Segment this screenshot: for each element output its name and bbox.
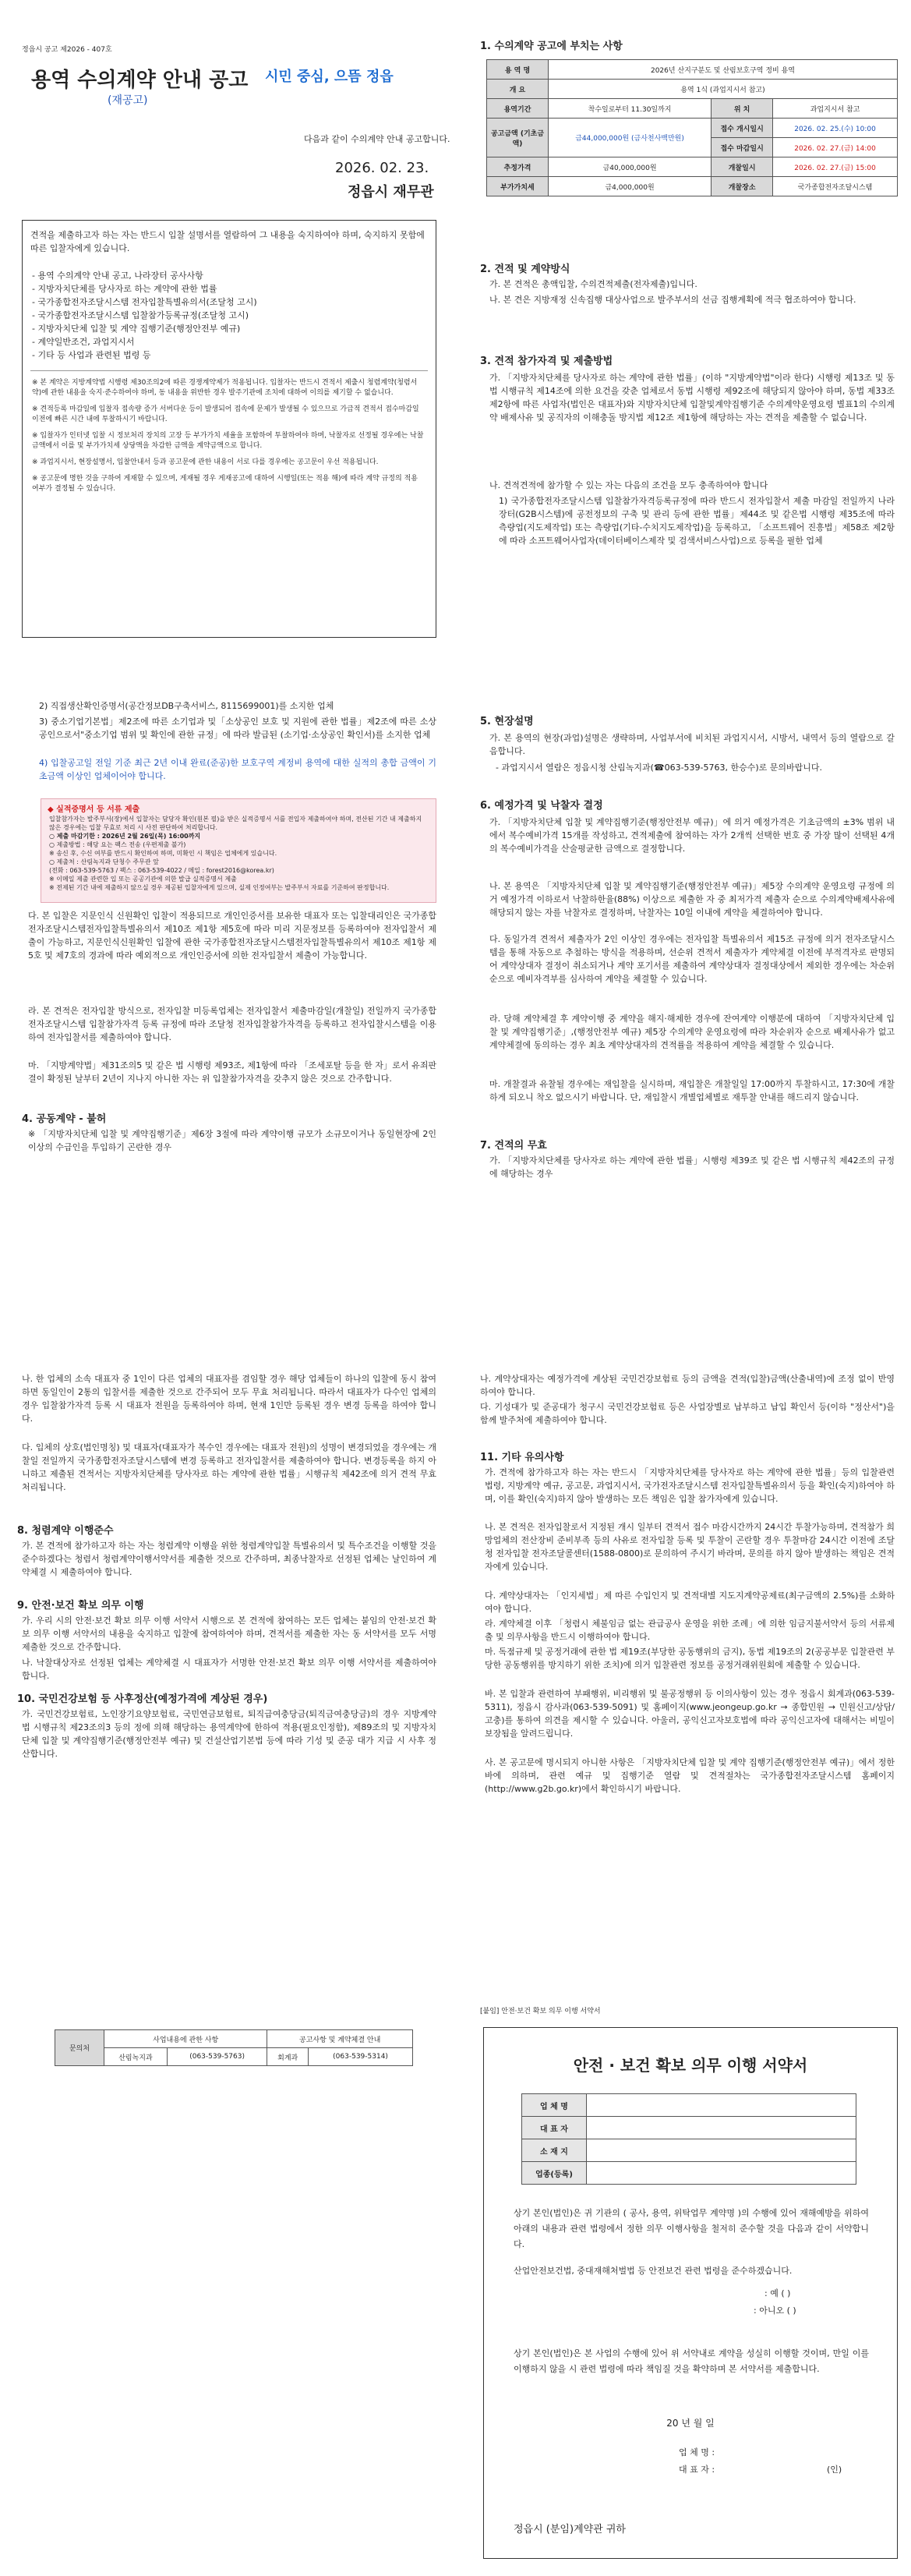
s2-item: 가. 본 견적은 총액입찰, 수의견적제출(전자제출)입니다. — [489, 279, 697, 289]
note-item: ※ 본 계약은 지방계약법 시행령 제30조의2에 따른 경쟁계약제가 적용됩니다. 입찰자는 반드시 견적서 제출시 청렴계약(청렴서약)에 관한 내용을 숙지·준수하여야 하며, 동 내용을 위반한 경우 발주기관에 조치에 대하여 이의를 제기할 수 없습니다. — [32, 379, 418, 397]
attachment-label: [붙임] 안전·보건 확보 의무 이행 서약서 — [480, 2008, 601, 2015]
table-key: 접수 마감일시 — [711, 138, 773, 157]
s11-item: 바. 본 입찰과 관련하여 부패행위, 비리행위 및 불공정행위 등 이의사항이 있는 경우 정읍시 회계과(063-539-5311), 정읍시 감사과(063-539-5091) 및 홈페이지(www.jeongeup.go.kr → 종합민원 → 민원신고/상담/고충)를 통하여 의견을 제시할 수 있습니다. 아울러, 공익신고자보호법에 따라 공익신고자에 대해서는 비밀이 보장됨을 알려드립니다. — [485, 1689, 895, 1739]
law-item: - 기타 등 사업과 관련된 법령 등 — [32, 350, 151, 360]
s8-ga: 가. 본 견적에 참가하고자 하는 자는 청렴계약 이행을 위한 청렴계약입찰 특별유의서 및 특수조건을 이행할 것을 준수하겠다는 청렴서 청렴계약이행서약서를 제출한 것으로 간주하며, 최종낙찰자로 선정된 업체는 날인하여 계약체결 시 제출하여야 합니다. — [22, 1541, 436, 1577]
s1-heading: 1. 수의계약 공고에 부치는 사항 — [480, 41, 623, 52]
table-value: 금4,000,000원 — [549, 177, 711, 196]
s11-item: 라. 계약체결 이후 「청렴시 체불임금 없는 관급공사 운영을 위한 조례」에 의한 임금지불서약서 등의 서류제출 및 의무사항을 반드시 이행하여야 합니다. — [485, 1619, 895, 1642]
field-label: 소 재 지 — [522, 2139, 587, 2162]
s2-item: 나. 본 견은 지방재정 신속집행 대상사업으로 발주부서의 선금 집행계획에 적극 협조하여야 합니다. — [489, 295, 856, 305]
pledge-date: 20 년 월 일 — [666, 2418, 715, 2429]
seal-mark: (인) — [827, 2465, 842, 2475]
s3-ga: 가. 「지방자치단체를 당사자로 하는 계약에 관한 법률」(이하 "지방계약법"이라 한다) 시행령 제13조 및 동법 시행규칙 제14조에 의한 요건을 갖춘 업체로서 동법 시행령 제92조에 해당되지 않아야 하며, 동법 제33조 제2항에 따른 사업자(법인은 대표자)와 지방자치단체 입찰및계약집행기준 수의계약운영요령 별표1의 수의계약 배제사유 및 공직자의 이해충돌 방지법 제12조 제1항에 해당하는 자는 견적을 제출할 수 없습니다. — [489, 373, 895, 423]
table-key: 용 역 명 — [487, 60, 549, 80]
table-row — [522, 2162, 856, 2185]
submission-line: ○ 제출처 : 산림녹지과 단청수 주무관 앞 — [49, 858, 159, 865]
s4-note: ※ 「지방자치단체 입찰 및 계약집행기준」제6장 3절에 따라 계약이행 규모가 소규모이거나 동일현장에 2인 이상의 수급인을 투입하기 곤란한 경우 — [28, 1129, 436, 1152]
br-na: 나. 계약상대자는 예정가격에 계상된 국민건강보험료 등의 금액을 견적(입찰)금액(산출내역)에 조정 없이 반영하여야 합니다. — [480, 1374, 895, 1397]
field-label: 업종(등록) — [522, 2162, 587, 2185]
field-value[interactable] — [587, 2094, 856, 2117]
note-item: ※ 입찰자가 인터넷 입찰 시 정보처리 장치의 고장 등 부가가치 세율을 포함하여 투찰하여야 하며, 낙찰자로 선정될 경우에는 낙찰금액에서 이를 및 부가가치세 상당액을 차감한 금액을 계약금액으로 합니다. — [32, 432, 424, 450]
pledge-answer-yes[interactable]: : 예 ( ) — [764, 2288, 791, 2298]
table-value: 착수일로부터 11.30일까지 — [549, 99, 711, 119]
law-item: - 지방자치단체를 당사자로 하는 계약에 관한 법률 — [32, 284, 217, 294]
law-item: - 국가종합전자조달시스템 전자입찰특별유의서(조달청 고시) — [32, 297, 257, 307]
requirement-item: 2) 직접생산확인증명서(공간정보DB구축서비스, 8115699001)를 소지한 업체 — [39, 701, 334, 711]
table-value: 2026. 02. 27.(금) 14:00 — [773, 138, 898, 157]
table-value: 과업지시서 참고 — [773, 99, 898, 119]
s11-item: 사. 본 공고문에 명시되지 아니한 사항은 「지방자치단체 입찰 및 계약 집행기준(행정안전부 예규)」에서 정한 바에 의하며, 관련 예규 및 집행기준 열람 및 견적절차는 국가종합전자조달시스템 홈페이지(http://www.g2b.go.kr)에서 확인하시기 바랍니다. — [485, 1757, 895, 1794]
s11-item: 나. 본 견적은 전자입찰로서 지정된 개시 일부터 견적서 접수 마감시간까지 24시간 투찰가능하며, 견적참가 희망업체의 전산장비 준비부족 등의 사유로 전자입찰 등록 및 투찰이 곤란할 경우 투찰마감 24시간 이전에 조달청 전자입찰 전자조달콜센터(1588-0800)로 문의하여 주시기 바라며, 문의를 하지 않아 발생하는 책임은 견적자에게 있습니다. — [485, 1522, 895, 1572]
s3-heading: 3. 견적 참가자격 및 제출방법 — [480, 356, 613, 367]
pledge-company-label: 업 체 명 : — [679, 2447, 715, 2457]
table-key: 접수 개시일시 — [711, 119, 773, 138]
table-row — [487, 60, 898, 80]
page-title: 용역 수의계약 안내 공고 — [31, 69, 249, 92]
pledge-rep-label: 대 표 자 : — [679, 2465, 715, 2475]
s6-heading: 6. 예정가격 및 낙찰자 결정 — [480, 800, 603, 812]
field-value[interactable] — [587, 2139, 856, 2162]
s4-heading: 4. 공동계약 - 불허 — [22, 1113, 107, 1125]
contact-header: 사업내용에 관한 사항 — [104, 2030, 267, 2048]
bl-na: 나. 한 업체의 소속 대표자 중 1인이 다른 업체의 대표자를 겸임할 경우 해당 업체들이 하나의 입찰에 동시 참여하면 동일인이 2통의 입찰서를 제출한 것으로 간주되어 모두 무효 처리됩니다. 따라서 대표자가 다수인 업체의 경우 입찰참가자격 등록 시 대표자 전원을 등록하여야 하며, 현재 1인만 등록된 경우 변경 등록을 하여야 합니다. — [22, 1374, 436, 1424]
s7-ga: 가. 「지방자치단체를 당사자로 하는 계약에 관한 법률」시행령 제39조 및 같은 법 시행규칙 제42조의 규정에 해당하는 경우 — [489, 1155, 895, 1179]
submission-line: ※ 송신 후, 수신 여부를 반드시 확인하여 하며, 미확인 시 책임은 업체에게 있습니다. — [49, 850, 277, 857]
table-row — [522, 2117, 856, 2139]
submission-line: ○ 제출 마감기한 : 2026년 2월 26일(목) 16:00까지 — [49, 833, 201, 840]
table-key: 추정가격 — [487, 157, 549, 177]
notice-box — [22, 220, 436, 638]
s11-item: 마. 독점규제 및 공정거래에 관한 법 제19조(부당한 공동행위의 금지), 동법 제19조의 2(공공부문 입찰관련 부당한 공동행위를 방지하기 위한 조치)에 의거 입찰관련 정보를 공정거래위원회에 제출할 수 있습니다. — [485, 1647, 895, 1670]
table-value: 2026. 02. 27.(금) 15:00 — [773, 157, 898, 177]
contact-label: 문의처 — [55, 2030, 104, 2066]
left-da: 다. 본 입찰은 지문인식 신원확인 입찰이 적용되므로 개인인증서를 보유한 대표자 또는 입찰대리인은 국가종합전자조달시스템전자입찰특별유의서 제10조 제1항 제5호에 따라 미리 지문정보를 등록하여야 전자입찰서 제출이 가능하고, 지문인식신원확인 입찰에 관한 국가종합전자조달시스템전자입찰특별유의서 제10조 제1항 제5호 및 제7호의 경과에 따라 예외적으로 개인인증서에 의한 전자입찰서 제출이 가능합니다. — [28, 911, 436, 961]
requirement-item: 3) 중소기업기본법」제2조에 따른 소기업과 및「소상공인 보호 및 지원에 관한 법률」제2조에 따른 소상공인으로서"중소기업 범위 및 확인에 관한 규정」에 따라 발급된 (소기업·소상공인 확인서)를 소지한 업체 — [39, 717, 436, 740]
s6-item: 나. 본 용역은 「지방자치단체 입찰 및 계약집행기준(행정안전부 예규)」제5장 수의계약 운영요령 규정에 의거 예정가격 이하로서 낙찰하한율(88%) 이상으로 제출한 자 중 최저가격 제출자 순으로 수의계약배제사유에 해당되지 않는 자를 낙찰자로 결정하며, 낙찰자는 10일 이내에 계약을 체결하여야 합니다. — [489, 881, 895, 918]
table-value: 2026년 산지구분도 및 산림보호구역 정비 용역 — [549, 60, 898, 80]
s3-na1: 1) 국가종합전자조달시스템 입찰참가자격등록규정에 따라 반드시 전자입찰서 제출 마감일 전일까지 나라장터(G2B시스템)에 공전정보의 구축 및 관리 등에 관한 법률」제44조 및 같은법 시행령 제35조에 따라 측량업(지도제작업) 또는 측량업(기타-수치지도제작업)을 등록하고, 「소프트웨어 진흥법」제58조 제2항에 따라 소프트웨어사업자(데이터베이스제작 및 검색서비스사업)으로 등록을 필한 업체 — [499, 496, 895, 546]
submission-line: (전화 : 063-539-5763 / 팩스 : 063-539-4022 / 메일 : forest2016@korea.kr) — [49, 867, 274, 874]
intro-text: 다음과 같이 수의계약 안내 공고합니다. — [304, 134, 450, 144]
table-row — [487, 99, 898, 119]
submission-line: ○ 제출방법 : 해당 요는 팩스 전송 (우편제출 불가) — [49, 841, 186, 848]
s2-heading: 2. 견적 및 계약방식 — [480, 264, 570, 275]
s10-ga: 가. 국민건강보험료, 노인장기요양보험료, 국민연금보험료, 퇴직급여충당금(퇴직금여충당금)의 경우 지방계약법 시행규칙 제23조의3 등의 정에 의해 해당하는 용역계약에 한하여 적용(필요인정함), 제89조의 및 지방자치단체 입찰 및 계약집행기준(행정안전부 예규) 및 건설산업기본법 등에 따라 기성 및 준공 대가 지급 시 사후 정산합니다. — [22, 1709, 436, 1759]
s8-heading: 8. 청렴계약 이행준수 — [17, 1525, 114, 1537]
s9-ga: 가. 우리 시의 안전·보건 확보 의무 이행 서약서 시행으로 본 견적에 참여하는 모든 업체는 붙임의 안전·보건 확보 의무 이행 서약서의 내용을 숙지하고 입찰에 참여하여야 하며, 견적서를 제출한 자는 동 서약서를 모두 서명 제출한 것으로 간주합니다. — [22, 1615, 436, 1652]
table-key: 개찰장소 — [711, 177, 773, 196]
pledge-title: 안전 · 보건 확보 의무 이행 서약서 — [573, 2056, 808, 2075]
table-value: 금40,000,000원 — [549, 157, 711, 177]
table-value: 2026. 02. 25.(수) 10:00 — [773, 119, 898, 138]
field-label: 업 체 명 — [522, 2094, 587, 2117]
notice-law-list — [32, 269, 422, 362]
pledge-para-2: 상기 본인(법인)은 본 사업의 수행에 있어 위 서약내로 계약을 성실히 이행할 것이며, 만일 이를 이행하지 않을 시 관련 법령에 따라 책임질 것을 확약하며 본 서약서를 제출합니다. — [514, 2348, 869, 2374]
summary-table — [486, 59, 898, 196]
law-item: - 지방자치단체 입찰 및 계약 집행기준(행정안전부 예규) — [32, 324, 241, 334]
table-row — [55, 2030, 413, 2048]
s9-na: 나. 낙찰대상자로 선정된 업체는 계약체결 시 대표자가 서명한 안전·보건 확보 의무 이행 서약서를 제출하여야 합니다. — [22, 1658, 436, 1681]
law-item: - 국가종합전자조달시스템 입찰참가등록규정(조달청 고시) — [32, 310, 249, 320]
s11-item: 다. 계약상대자는 「인지세법」제 따른 수입인지 및 견적대별 지도지계약공제료(최구금액의 2.5%)를 소화하여야 합니다. — [485, 1591, 895, 1614]
table-row — [487, 157, 898, 177]
note-item: ※ 공고문에 명한 것을 구하여 게재할 수 있으며, 게재될 경우 게재공고에 대하여 시행일(또는 적용 해)에 따라 계약 규정의 적용 여부가 결정될 수 있습니다. — [32, 475, 418, 493]
contact-dept: 산림녹지과 — [104, 2048, 168, 2066]
submission-line: ※ 전제된 기간 내에 제출하지 않으실 경우 제공된 입찰자에게 있으며, 실제 인정여부는 발주부서 자료를 기준하여 판정합니다. — [49, 884, 390, 891]
notice-date: 2026. 02. 23. — [335, 160, 429, 176]
contact-dept: 회계과 — [267, 2048, 309, 2066]
submission-line: ※ 이메일 제출 관련한 입 또는 공공기관에 의한 발급 실적증명서 제출 — [49, 876, 237, 883]
submission-lines — [49, 815, 429, 892]
left-ma: 마. 「지방계약법」제31조의5 및 같은 법 시행령 제93조, 제1항에 따라 「조세포탈 등을 한 자」로서 유죄판결이 확정된 날부터 2년이 지나지 아니한 자는 위 입찰참가자격을 갖추지 않은 것으로 간주합니다. — [28, 1060, 436, 1084]
submission-notice-box — [41, 798, 436, 903]
notice-issuer: 정읍시 재무관 — [348, 184, 434, 200]
law-item: - 용역 수의계약 안내 공고, 나라장터 공사사항 — [32, 271, 203, 281]
bl-da: 다. 입체의 상호(법인명칭) 및 대표자(대표자가 복수인 경우에는 대표자 전원)의 성명이 변경되었을 경우에는 개찰일 전일까지 국가종합전자조달시스템에 변경 등록하고 전자입찰서를 제출하여야 합니다. 변경등록을 하지 아니하고 제출된 견적서는 지방자치단체를 당사자로 하는 계약에 관한 법률」시행규칙 제42조에 의거 견적 무효 처리됩니다. — [22, 1442, 436, 1492]
s5-contact: - 과업지시서 열람은 정읍시청 산림녹지과(☎063-539-5763, 한승수)로 문의바랍니다. — [496, 763, 823, 773]
contact-header: 공고사항 및 계약체결 안내 — [267, 2030, 413, 2048]
s7-heading: 7. 견적의 무효 — [480, 1140, 547, 1152]
table-row — [487, 80, 898, 99]
s5-heading: 5. 현장설명 — [480, 716, 534, 727]
br-da: 다. 기성대가 및 준공대가 청구시 국민건강보험료 등은 사업장별로 납부하고 납입 확인서 등(이하 "정산서")을 함께 발주처에 제출하여야 합니다. — [480, 1402, 895, 1425]
table-value: 금44,000,000원 (금사천사백만원) — [549, 119, 711, 157]
s11-item: 가. 견적에 참가하고자 하는 자는 반드시 「지방자치단체를 당사자로 하는 계약에 관한 법률」등의 입찰관련 법령, 지방계약 예규, 공고문, 과업지시서, 국가전자조달시스템 전자입찰특별유의서 등을 확인(숙지)하여야 하며, 이를 확인(숙지)하지 않아 발생하는 모든 책임은 입찰 참가자에게 있습니다. — [485, 1467, 895, 1504]
table-value: 국가종합전자조달시스템 — [773, 177, 898, 196]
submission-line: 입찰참가자는 발주부서(장)에서 입찰자는 담당자 확인(원본 필)을 받은 실적증명서 서를 전입자 제출하여야 하며, 전산된 기간 내 제출하지 않은 경우에는 입찰 무효로 처리 시 사전 판단하여 처리합니다. — [49, 816, 422, 831]
s6-item: 마. 개찰결과 유찰될 경우에는 재입찰을 실시하며, 재입찰은 개찰일일 17:00까지 투찰하시고, 17:30에 개찰하게 되오니 착오 없으시기 바랍니다. 단, 재입찰시 개별업체별로 재투찰 안내를 해드리지 않습니다. — [489, 1079, 895, 1102]
table-key: 용역기간 — [487, 99, 549, 119]
table-key: 개찰일시 — [711, 157, 773, 177]
contact-table — [55, 2029, 413, 2066]
pledge-form — [483, 2027, 898, 2559]
table-key: 부가가치세 — [487, 177, 549, 196]
notice-lead: 견적을 제출하고자 하는 자는 반드시 입찰 설명서를 열람하여 그 내용을 숙지하여야 하며, 숙지하지 못함에 따른 입찰자에게 있습니다. — [30, 230, 425, 253]
pledge-para-1: 상기 본인(법인)은 귀 기관의 ( 공사, 용역, 위탁업무 계약명 )의 수행에 있어 재해예방을 위하여 아래의 내용과 관련 법령에서 정한 의무 이행사항을 철저히 준수할 것을 다음과 같이 서약합니다. — [514, 2208, 869, 2249]
pledge-question: 산업안전보건법, 중대재해처벌법 등 안전보건 관련 법령을 준수하겠습니다. — [514, 2266, 793, 2276]
table-row — [487, 119, 898, 138]
page-subtitle: (재공고) — [108, 94, 148, 107]
s11-heading: 11. 기타 유의사항 — [480, 1452, 564, 1463]
note-item: ※ 견적등록 마감일에 입찰자 접속량 증가 서버다운 등이 발생되어 접속에 문제가 발생될 수 있으므로 가급적 견적서 접수마감일 이전에 빠른 시간 내에 투찰하시기 바랍니다. — [32, 405, 419, 423]
city-logo: 시민 중심, 으뜸 정읍 — [265, 69, 394, 85]
table-key: 개 요 — [487, 80, 549, 99]
notice-notes — [32, 378, 426, 494]
left-ra: 라. 본 견적은 전자입찰 방식으로, 전자입찰 미등록업체는 전자입찰서 제출마감일(개찰일) 전일까지 국가종합전자조달시스템 입찰참가자격 등록 규정에 따라 조달청 전자입찰참가자격을 등록하고 전자입찰시스템을 이용하여 전자입찰서를 제출하여야 합니다. — [28, 1006, 436, 1042]
s9-heading: 9. 안전·보건 확보 의무 이행 — [17, 1600, 144, 1612]
table-row — [487, 177, 898, 196]
s6-item: 다. 동일가격 견적서 제출자가 2인 이상인 경우에는 전자입찰 특별유의서 제15조 규정에 의거 전자조달시스템을 통해 자동으로 추첨하는 방식을 적용하며, 선순위 견적서 제출자가 계약체결 이전에 부적격자로 판명되어 계약상대자 결정이 취소되거나 계약 포기서를 제출하여 계약상대자 결정대상에서 제외한 경우에는 차순위 순으로 예비자격부를 심사하여 계약을 체결할 수 있습니다. — [489, 934, 895, 984]
requirement-item: 4) 입찰공고일 전일 기준 최근 2년 이내 완료(준공)한 보호구역 계정비 용역에 대한 실적의 총합 금액이 기초금액 이상인 업체이어야 합니다. — [39, 758, 436, 781]
notice-number: 정읍시 공고 제2026 - 407호 — [22, 46, 112, 54]
pledge-addressee: 정읍시 (분임)계약관 귀하 — [514, 2524, 626, 2535]
contact-phone: (063-539-5763) — [167, 2048, 267, 2066]
contact-phone: (063-539-5314) — [309, 2048, 413, 2066]
submission-title: ◆ 실적증명서 등 서류 제출 — [48, 805, 140, 814]
table-value: 용역 1식 (과업지시서 참고) — [549, 80, 898, 99]
pledge-answer-no[interactable]: : 아니오 ( ) — [754, 2305, 796, 2316]
divider — [30, 370, 428, 371]
field-value[interactable] — [587, 2117, 856, 2139]
s6-item: 라. 당해 계약체결 후 계약이행 중 계약을 해지·해제한 경우에 잔여계약 이행분에 대하여 「지방자치단체 입찰 및 계약집행기준」,(행정안전부 예규) 제5장 수의계약 운영요령에 따라 차순위자 순으로 배제사유가 없고 계약체결에 동의하는 경우 최초 계약상대자의 견적률을 적용하여 계약을 체결할 수 있습니다. — [489, 1014, 895, 1050]
field-value[interactable] — [587, 2162, 856, 2185]
law-item: - 계약일반조건, 과업지시서 — [32, 337, 135, 347]
s10-heading: 10. 국민건강보험 등 사후정산(예정가격에 계상된 경우) — [17, 1693, 268, 1705]
s6-item: 가. 「지방자치단체 입찰 및 계약집행기준(행정안전부 예규)」에 의거 예정가격은 기초금액의 ±3% 범위 내에서 복수예비가격 15개를 작성하고, 견적제출에 참여하는 자가 2개씩 선택한 번호 중 가장 많이 선택된 4개의 복수예비가격을 산술평균한 금액으로 결정합니다. — [489, 817, 895, 854]
s3-na: 나. 견적견적에 참가할 수 있는 자는 다음의 조건을 모두 충족하여야 합니다 — [489, 480, 768, 490]
table-row — [522, 2094, 856, 2117]
s5-ga: 가. 본 용역의 현장(과업)설명은 생략하며, 사업부서에 비치된 과업지시서, 시방서, 내역서 등의 열람으로 갈음합니다. — [489, 733, 895, 756]
table-row — [55, 2048, 413, 2066]
field-label: 대 표 자 — [522, 2117, 587, 2139]
table-key: 위 치 — [711, 99, 773, 119]
table-key: 공고금액 (기초금액) — [487, 119, 549, 157]
note-item: ※ 과업지시서, 현장설명서, 입찰안내서 등과 공고문에 관한 내용이 서로 다를 경우에는 공고문이 우선 적용됩니다. — [32, 458, 379, 466]
table-row — [522, 2139, 856, 2162]
pledge-fields — [521, 2093, 856, 2185]
